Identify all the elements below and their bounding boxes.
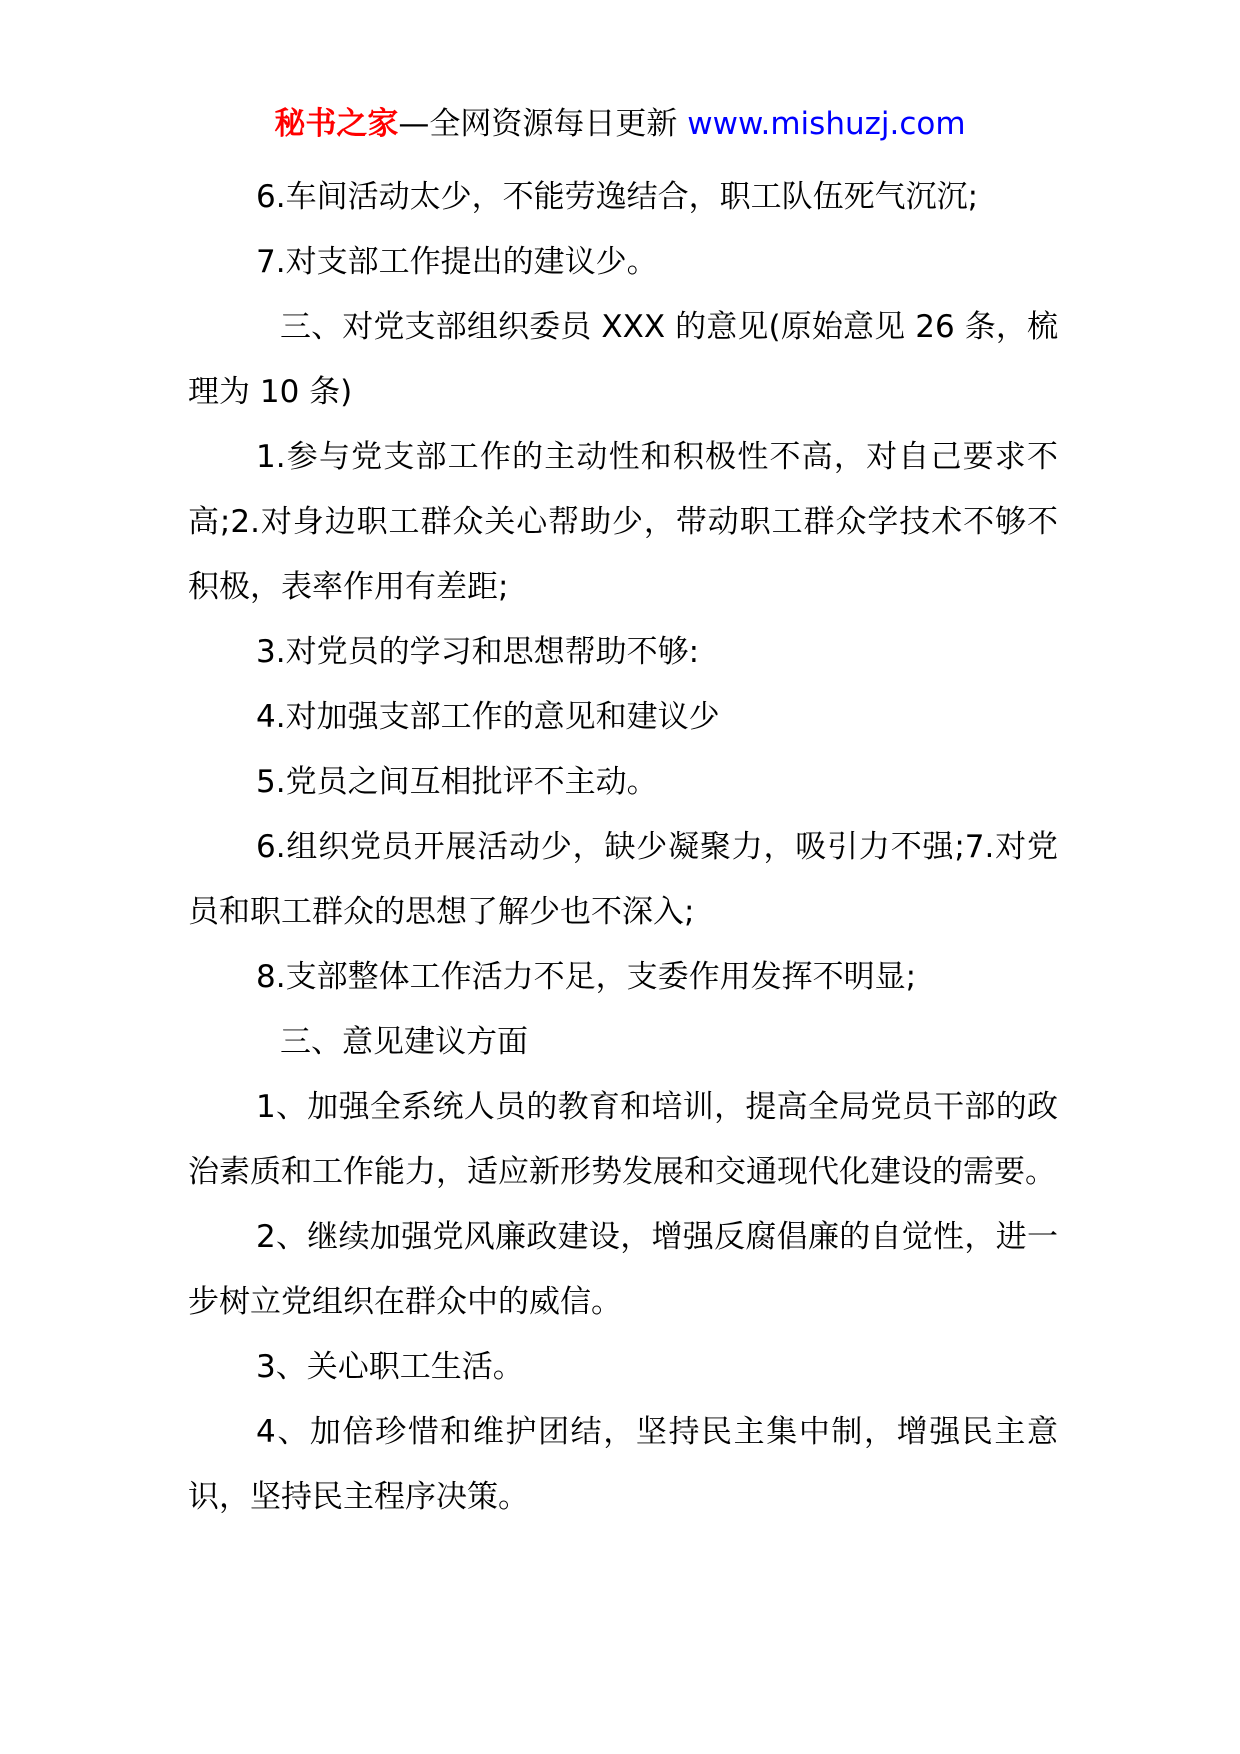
paragraph: 5.党员之间互相批评不主动。 [256,764,658,800]
document-body [188,165,1058,1530]
header-tagline: —全网资源每日更新 [398,106,678,142]
paragraph: 3.对党员的学习和思想帮助不够: [256,634,700,670]
paragraph: 1.参与党支部工作的主动性和积极性不高，对自己要求不高;2.对身边职工群众关心帮助少，带动职工群众学技术不够不积极，表率作用有差距; [188,439,1058,605]
paragraph: 4、加倍珍惜和维护团结，坚持民主集中制，增强民主意识，坚持民主程序决策。 [188,1414,1058,1515]
paragraph: 6.组织党员开展活动少，缺少凝聚力，吸引力不强;7.对党员和职工群众的思想了解少也不深入; [188,829,1058,930]
header-url-link[interactable]: www.mishuzj.com [687,106,966,142]
page-header [0,102,1240,146]
section-heading: 三、意见建议方面 [280,1024,528,1060]
paragraph: 2、继续加强党风廉政建设，增强反腐倡廉的自觉性，进一步树立党组织在群众中的威信。 [188,1219,1058,1320]
paragraph: 4.对加强支部工作的意见和建议少 [256,699,720,735]
paragraph: 7.对支部工作提出的建议少。 [256,244,658,280]
paragraph: 6.车间活动太少，不能劳逸结合，职工队伍死气沉沉; [256,179,979,215]
brand-name: 秘书之家 [274,106,399,142]
paragraph: 1、加强全系统人员的教育和培训，提高全局党员干部的政治素质和工作能力，适应新形势发展和交通现代化建设的需要。 [188,1089,1058,1190]
section-heading: 三、对党支部组织委员 XXX 的意见(原始意见 26 条，梳理为 10 条) [188,309,1058,410]
paragraph: 8.支部整体工作活力不足，支委作用发挥不明显; [256,959,917,995]
paragraph: 3、关心职工生活。 [256,1349,524,1385]
